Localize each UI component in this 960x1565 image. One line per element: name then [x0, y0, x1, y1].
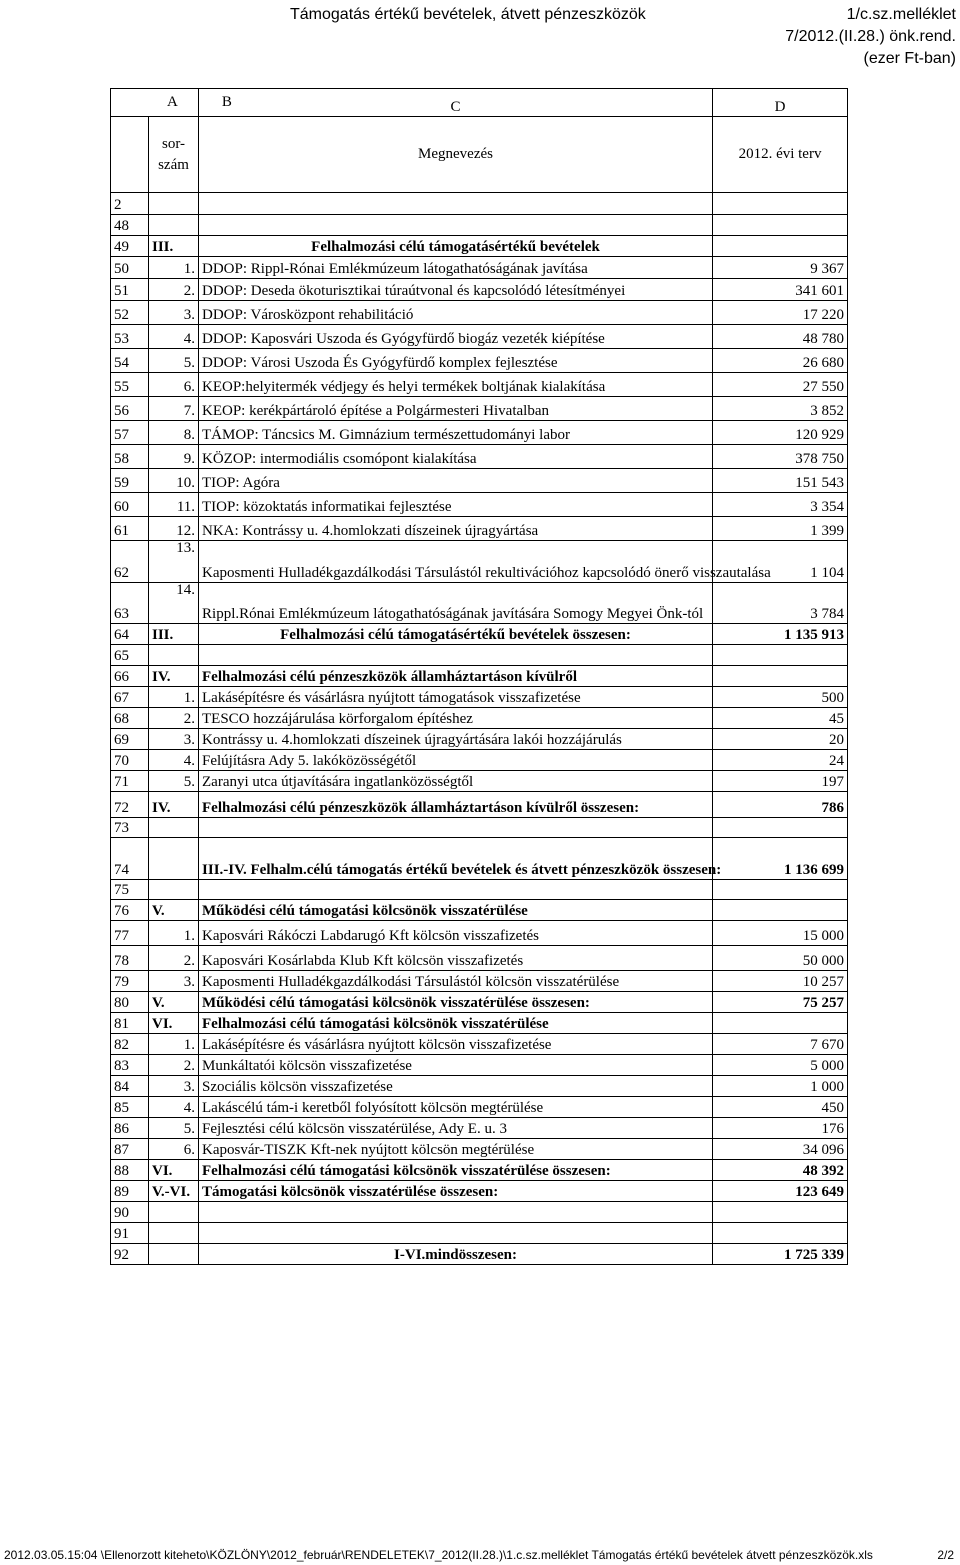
item-name: Szociális kölcsön visszafizetése — [199, 1076, 713, 1097]
table-row — [111, 1202, 848, 1223]
item-name: TÁMOP: Táncsics M. Gimnázium természettudományi labor — [199, 421, 713, 445]
item-number: 13. — [149, 541, 199, 583]
section-number: IV. — [149, 666, 199, 687]
item-number — [149, 645, 199, 666]
footer-path: 2012.03.05.15:04 \Ellenorzott kiteheto\KÖZLÖNY\2012_február\RENDELETEK\7_2012(II.28.)\1.c.sz.melléklet Támogatás értékű bevételek átvett pénzeszközök.xls — [4, 1548, 873, 1562]
table-row — [111, 236, 848, 257]
table-row — [111, 1181, 848, 1202]
unit-label: (ezer Ft-ban) — [863, 50, 956, 67]
section-number — [149, 1244, 199, 1265]
row-number: 53 — [111, 325, 149, 349]
row-number: 84 — [111, 1076, 149, 1097]
column-a-label: A — [167, 93, 178, 110]
row-number: 77 — [111, 921, 149, 946]
table-row — [111, 1139, 848, 1160]
item-name: Felhalmozási célú támogatásértékű bevételek — [199, 236, 713, 257]
table-row — [111, 792, 848, 818]
row-number: 73 — [111, 818, 149, 838]
table-row — [111, 373, 848, 397]
item-name: Lakáscélú tám-i keretből folyósított kölcsön megtérülése — [199, 1097, 713, 1118]
row-number: 49 — [111, 236, 149, 257]
row-number: 63 — [111, 583, 149, 624]
row-number: 68 — [111, 708, 149, 729]
footer-page: 2/2 — [937, 1548, 954, 1562]
table-row — [111, 301, 848, 325]
row-number: 50 — [111, 257, 149, 279]
row-number: 65 — [111, 645, 149, 666]
row-number: 48 — [111, 215, 149, 236]
item-number: 3. — [149, 729, 199, 750]
item-number — [149, 215, 199, 236]
row-number: 66 — [111, 666, 149, 687]
table-row — [111, 771, 848, 792]
item-name: TIOP: közoktatás informatikai fejlesztése — [199, 493, 713, 517]
table-row — [111, 215, 848, 236]
item-name: KÖZOP: intermodiális csomópont kialakítása — [199, 445, 713, 469]
row-number: 85 — [111, 1097, 149, 1118]
plan-value: 123 649 — [713, 1181, 848, 1202]
table-row — [111, 971, 848, 992]
plan-value: 378 750 — [713, 445, 848, 469]
plan-value: 24 — [713, 750, 848, 771]
item-name: Zaranyi utca útjavítására ingatlanközösségtől — [199, 771, 713, 792]
item-name: Kaposvári Kosárlabda Klub Kft kölcsön visszafizetés — [199, 946, 713, 971]
row-number: 51 — [111, 279, 149, 301]
table-row — [111, 1244, 848, 1265]
item-number: 9. — [149, 445, 199, 469]
item-name: Kaposmenti Hulladékgazdálkodási Társulástól kölcsön visszatérülése — [199, 971, 713, 992]
row-number: 91 — [111, 1223, 149, 1244]
row-number: 78 — [111, 946, 149, 971]
plan-value: 1 104 — [713, 541, 848, 583]
row-number: 70 — [111, 750, 149, 771]
column-letter-row — [111, 89, 848, 117]
plan-value: 500 — [713, 687, 848, 708]
item-name: NKA: Kontrássy u. 4.homlokzati díszeinek újragyártása — [199, 517, 713, 541]
plan-value: 3 784 — [713, 583, 848, 624]
plan-value: 26 680 — [713, 349, 848, 373]
table-row — [111, 921, 848, 946]
table-row — [111, 1160, 848, 1181]
plan-value — [713, 645, 848, 666]
terv-header: 2012. évi terv — [713, 117, 848, 193]
table-row — [111, 421, 848, 445]
plan-value — [713, 1013, 848, 1034]
data-table — [110, 88, 848, 1265]
table-row — [111, 469, 848, 493]
plan-value: 50 000 — [713, 946, 848, 971]
section-number: V. — [149, 992, 199, 1013]
item-name: DDOP: Városi Uszoda És Gyógyfürdő komplex fejlesztése — [199, 349, 713, 373]
annex-label: 1/c.sz.melléklet — [846, 6, 956, 23]
plan-value: 1 725 339 — [713, 1244, 848, 1265]
item-number — [149, 1202, 199, 1223]
table-row — [111, 349, 848, 373]
table-row — [111, 818, 848, 838]
item-number: 1. — [149, 257, 199, 279]
table-row — [111, 445, 848, 469]
item-name: I-VI.mindösszesen: — [199, 1244, 713, 1265]
item-name: Felhalmozási célú pénzeszközök államháztartáson kívülről összesen: — [199, 792, 713, 818]
plan-value: 151 543 — [713, 469, 848, 493]
item-name: Lakásépítésre és vásárlásra nyújtott támogatások visszafizetése — [199, 687, 713, 708]
table-row — [111, 729, 848, 750]
item-number: 12. — [149, 517, 199, 541]
table-row — [111, 900, 848, 921]
document-title: Támogatás értékű bevételek, átvett pénzeszközök — [290, 6, 646, 23]
row-number: 90 — [111, 1202, 149, 1223]
row-number: 80 — [111, 992, 149, 1013]
plan-value: 9 367 — [713, 257, 848, 279]
plan-value: 3 852 — [713, 397, 848, 421]
row-number: 83 — [111, 1055, 149, 1076]
row-number: 89 — [111, 1181, 149, 1202]
plan-value — [713, 880, 848, 900]
plan-value: 7 670 — [713, 1034, 848, 1055]
row-number: 92 — [111, 1244, 149, 1265]
row-number: 64 — [111, 624, 149, 645]
table-row — [111, 687, 848, 708]
row-number: 72 — [111, 792, 149, 818]
table-row — [111, 750, 848, 771]
item-number: 3. — [149, 1076, 199, 1097]
item-name: Felújításra Ady 5. lakóközösségétől — [199, 750, 713, 771]
table-row — [111, 279, 848, 301]
plan-value: 27 550 — [713, 373, 848, 397]
row-number: 54 — [111, 349, 149, 373]
row-number: 87 — [111, 1139, 149, 1160]
section-number: V. — [149, 900, 199, 921]
table-row — [111, 193, 848, 215]
table-row — [111, 541, 848, 583]
plan-value: 3 354 — [713, 493, 848, 517]
plan-value: 120 929 — [713, 421, 848, 445]
row-number: 59 — [111, 469, 149, 493]
item-name: Lakásépítésre és vásárlásra nyújtott kölcsön visszafizetése — [199, 1034, 713, 1055]
plan-value — [713, 1202, 848, 1223]
item-number: 14. — [149, 583, 199, 624]
item-number — [149, 880, 199, 900]
item-number: 4. — [149, 1097, 199, 1118]
row-number: 82 — [111, 1034, 149, 1055]
plan-value: 75 257 — [713, 992, 848, 1013]
section-number: VI. — [149, 1160, 199, 1181]
item-number: 5. — [149, 1118, 199, 1139]
item-number: 4. — [149, 750, 199, 771]
item-name: Kontrássy u. 4.homlokzati díszeinek újragyártására lakói hozzájárulás — [199, 729, 713, 750]
plan-value: 48 780 — [713, 325, 848, 349]
row-number: 76 — [111, 900, 149, 921]
table-row — [111, 1118, 848, 1139]
table-row — [111, 583, 848, 624]
item-number — [149, 818, 199, 838]
item-number: 3. — [149, 301, 199, 325]
item-name: TESCO hozzájárulása körforgalom építéshez — [199, 708, 713, 729]
table-row — [111, 946, 848, 971]
item-number: 3. — [149, 971, 199, 992]
row-number: 88 — [111, 1160, 149, 1181]
table-row — [111, 397, 848, 421]
plan-value — [713, 666, 848, 687]
item-name: Felhalmozási célú támogatásértékű bevételek összesen: — [199, 624, 713, 645]
table-row — [111, 645, 848, 666]
item-name: DDOP: Deseda ökoturisztikai túraútvonal és kapcsolódó létesítményei — [199, 279, 713, 301]
plan-value: 15 000 — [713, 921, 848, 946]
plan-value: 1 136 699 — [713, 838, 848, 880]
section-number: VI. — [149, 1013, 199, 1034]
table-row — [111, 1055, 848, 1076]
row-number: 74 — [111, 838, 149, 880]
table-row — [111, 1034, 848, 1055]
item-name: DDOP: Rippl-Rónai Emlékmúzeum látogathatóságának javítása — [199, 257, 713, 279]
item-number: 7. — [149, 397, 199, 421]
column-d-label: D — [713, 89, 848, 117]
section-number: III. — [149, 236, 199, 257]
item-name: Kaposvári Rákóczi Labdarugó Kft kölcsön visszafizetés — [199, 921, 713, 946]
item-name — [199, 1202, 713, 1223]
row-number: 71 — [111, 771, 149, 792]
item-name: KEOP: kerékpártároló építése a Polgármesteri Hivatalban — [199, 397, 713, 421]
table-row — [111, 517, 848, 541]
item-name: TIOP: Agóra — [199, 469, 713, 493]
table-row — [111, 880, 848, 900]
row-number: 69 — [111, 729, 149, 750]
item-name: Felhalmozási célú támogatási kölcsönök visszatérülése összesen: — [199, 1160, 713, 1181]
table-row — [111, 1013, 848, 1034]
table-row — [111, 624, 848, 645]
row-number: 75 — [111, 880, 149, 900]
item-name: Rippl.Rónai Emlékmúzeum látogathatóságának javítására Somogy Megyei Önk-tól — [199, 583, 713, 624]
plan-value: 10 257 — [713, 971, 848, 992]
item-number: 5. — [149, 771, 199, 792]
item-name: KEOP:helyitermék védjegy és helyi termékek boltjának kialakítása — [199, 373, 713, 397]
row-number: 86 — [111, 1118, 149, 1139]
column-c-label: C — [199, 89, 713, 117]
item-name: Kaposvár-TISZK Kft-nek nyújtott kölcsön megtérülése — [199, 1139, 713, 1160]
row-number: 67 — [111, 687, 149, 708]
plan-value: 1 000 — [713, 1076, 848, 1097]
item-number: 2. — [149, 279, 199, 301]
item-number — [149, 1223, 199, 1244]
item-number: 1. — [149, 921, 199, 946]
row-number: 57 — [111, 421, 149, 445]
table-row — [111, 257, 848, 279]
plan-value — [713, 900, 848, 921]
item-name: Fejlesztési célú kölcsön visszatérülése, Ady E. u. 3 — [199, 1118, 713, 1139]
row-number: 55 — [111, 373, 149, 397]
item-name: DDOP: Városközpont rehabilitáció — [199, 301, 713, 325]
item-name — [199, 215, 713, 236]
item-name — [199, 645, 713, 666]
row-number: 62 — [111, 541, 149, 583]
item-number: 8. — [149, 421, 199, 445]
item-number: 4. — [149, 325, 199, 349]
item-name: Munkáltatói kölcsön visszafizetése — [199, 1055, 713, 1076]
row-number: 56 — [111, 397, 149, 421]
table-row — [111, 992, 848, 1013]
item-number: 2. — [149, 946, 199, 971]
plan-value: 5 000 — [713, 1055, 848, 1076]
plan-value: 34 096 — [713, 1139, 848, 1160]
row-number: 52 — [111, 301, 149, 325]
plan-value — [713, 1223, 848, 1244]
section-number: IV. — [149, 792, 199, 818]
item-name — [199, 880, 713, 900]
plan-value: 45 — [713, 708, 848, 729]
item-number: 2. — [149, 708, 199, 729]
row-number: 79 — [111, 971, 149, 992]
item-number: 10. — [149, 469, 199, 493]
plan-value: 20 — [713, 729, 848, 750]
decree-label: 7/2012.(II.28.) önk.rend. — [785, 28, 956, 45]
plan-value: 1 399 — [713, 517, 848, 541]
table-row — [111, 493, 848, 517]
item-number: 11. — [149, 493, 199, 517]
column-b-label: B — [221, 93, 232, 110]
megnevezes-header: Megnevezés — [199, 117, 713, 193]
plan-value — [713, 193, 848, 215]
section-number: III. — [149, 624, 199, 645]
table-row — [111, 666, 848, 687]
plan-value — [713, 215, 848, 236]
item-number: 6. — [149, 1139, 199, 1160]
item-name: Működési célú támogatási kölcsönök visszatérülése — [199, 900, 713, 921]
plan-value: 176 — [713, 1118, 848, 1139]
item-name: Felhalmozási célú pénzeszközök államháztartáson kívülről — [199, 666, 713, 687]
plan-value: 197 — [713, 771, 848, 792]
item-name: Kaposmenti Hulladékgazdálkodási Társulástól rekultivációhoz kapcsolódó önerő visszautalása — [199, 541, 713, 583]
table-row — [111, 325, 848, 349]
row-number: 60 — [111, 493, 149, 517]
item-name: Támogatási kölcsönök visszatérülése összesen: — [199, 1181, 713, 1202]
plan-value: 786 — [713, 792, 848, 818]
plan-value: 48 392 — [713, 1160, 848, 1181]
row-number: 2 — [111, 193, 149, 215]
plan-value: 1 135 913 — [713, 624, 848, 645]
row-number: 61 — [111, 517, 149, 541]
item-name: Működési célú támogatási kölcsönök visszatérülése összesen: — [199, 992, 713, 1013]
item-number: 2. — [149, 1055, 199, 1076]
item-number: 1. — [149, 687, 199, 708]
table-row — [111, 1076, 848, 1097]
item-number: 5. — [149, 349, 199, 373]
plan-value: 341 601 — [713, 279, 848, 301]
plan-value: 450 — [713, 1097, 848, 1118]
item-number: 6. — [149, 373, 199, 397]
table-row — [111, 838, 848, 880]
table-row — [111, 708, 848, 729]
sorszam-header: sor- szám — [149, 117, 199, 193]
plan-value — [713, 236, 848, 257]
row-number: 58 — [111, 445, 149, 469]
column-header-row — [111, 117, 848, 193]
item-name — [199, 193, 713, 215]
item-name — [199, 1223, 713, 1244]
section-number: V.-VI. — [149, 1181, 199, 1202]
item-name: Felhalmozási célú támogatási kölcsönök visszatérülése — [199, 1013, 713, 1034]
item-name: III.-IV. Felhalm.célú támogatás értékű bevételek és átvett pénzeszközök összesen: — [199, 838, 713, 880]
item-name: DDOP: Kaposvári Uszoda és Gyógyfürdő biogáz vezeték kiépítése — [199, 325, 713, 349]
table-row — [111, 1223, 848, 1244]
column-letters-ab — [111, 89, 232, 117]
item-name — [199, 818, 713, 838]
item-number — [149, 193, 199, 215]
row-number: 81 — [111, 1013, 149, 1034]
table-row — [111, 1097, 848, 1118]
plan-value: 17 220 — [713, 301, 848, 325]
item-number: 1. — [149, 1034, 199, 1055]
plan-value — [713, 818, 848, 838]
section-number — [149, 838, 199, 880]
